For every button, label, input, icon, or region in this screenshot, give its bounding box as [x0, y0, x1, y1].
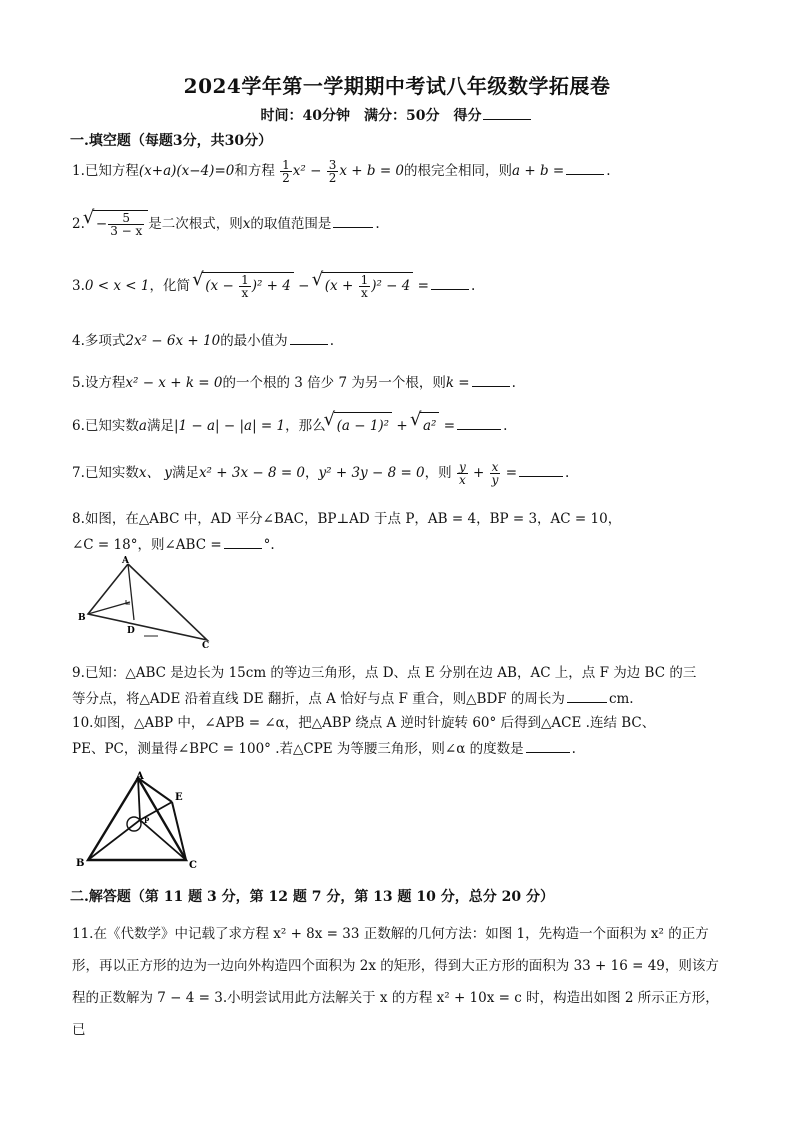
q11-line-2: 形，再以正方形的边为一边向外构造四个面积为 2x 的矩形，得到大正方形的面积为 33 + 16 = 49，则该方	[72, 958, 719, 974]
q6-text-c: ，那么	[285, 418, 326, 434]
q7-comma: ，	[305, 465, 319, 481]
q3-r1-a: (x −	[205, 278, 239, 294]
q2-rad-num: 5	[108, 212, 144, 225]
q8-answer-blank[interactable]	[224, 535, 262, 549]
question-7: 7.已知实数x、 y满足x² + 3x − 8 = 0，y² + 3y − 8 = 0，则 $\frac{y}{x}$ + $\frac{x}{y}$ = .	[72, 460, 570, 487]
q6-plus: +	[392, 418, 412, 434]
fig2-label-a: A	[136, 771, 144, 782]
q1-expr-1: (x+a)(x−4)=0	[138, 163, 235, 179]
fig1-label-b: B	[78, 613, 86, 623]
q5-answer-blank[interactable]	[472, 373, 510, 387]
q3-r2-den: x	[360, 286, 368, 300]
q4-text-a: 4.多项式	[72, 333, 126, 349]
q4-expr: 2x² − 6x + 10	[125, 333, 221, 349]
fig2-segment-pc	[140, 820, 186, 860]
q8-line-2b: °.	[263, 537, 275, 553]
q6-text-b: 满足	[146, 418, 174, 434]
q3-text: ，化简	[149, 278, 190, 294]
q2-var: x	[242, 216, 251, 232]
q3-r2-num: 1	[360, 273, 369, 287]
q1-text-a: 1.已知方程	[72, 163, 139, 179]
q5-text-b: 的一个根的 3 倍少 7 为另一个根，则	[222, 375, 446, 391]
q1-expr-2a: x² −	[292, 163, 322, 179]
q10-line-2a: PE、PC，测量得∠BPC = 100° .若△CPE 为等腰三角形，则∠α 的度数是	[72, 741, 524, 757]
q7-text-b: 满足	[171, 465, 199, 481]
question-5: 5.设方程x² − x + k = 0的一个根的 3 倍少 7 为另一个根，则k = .	[72, 375, 516, 391]
fig1-label-d: D	[127, 626, 135, 636]
q7-vars: x、 y	[138, 465, 172, 481]
q7-frac-1	[457, 461, 468, 486]
q6-text-a: 6.已知实数	[72, 418, 139, 434]
q7-eq: =	[501, 465, 518, 481]
q6-cond: |1 − a| − |a| = 1	[173, 418, 286, 434]
fig1-segment-bp	[88, 602, 130, 614]
q5-var: k =	[445, 375, 470, 391]
q6-var: a	[138, 418, 147, 434]
question-9	[72, 660, 722, 712]
fig1-segment-ad	[128, 564, 134, 620]
q10-answer-blank[interactable]	[526, 739, 570, 753]
q7-plus: +	[468, 465, 489, 481]
score-blank[interactable]	[483, 107, 531, 120]
q7-f2-num: x	[491, 460, 499, 474]
q6-radical-1	[334, 412, 392, 439]
q1-frac-1-num: 1	[282, 158, 290, 172]
q7-f2-den: y	[491, 473, 499, 487]
q2-rad-den: 3 − x	[110, 224, 143, 238]
q1-frac-1-den: 2	[282, 171, 290, 185]
q7-text-c: ，则	[424, 465, 452, 481]
fig2-label-e: E	[175, 792, 183, 803]
page-subtitle	[0, 105, 794, 125]
q1-expr-3: a + b =	[512, 163, 565, 179]
q2-number: 2.	[72, 216, 85, 232]
q6-r1: (a − 1)²	[336, 418, 390, 434]
q8-line-2a: ∠C = 18°，则∠ABC =	[72, 537, 222, 553]
q4-text-b: 的最小值为	[220, 333, 288, 349]
q3-r1-num: 1	[241, 273, 249, 287]
q3-radical-2	[322, 272, 414, 299]
question-2: 2.√ − $\frac{5}{3 - x}$ 是二次根式，则x的取值范围是 .	[72, 210, 722, 237]
q11-line-1: 11.在《代数学》中记载了求方程 x² + 8x = 33 正数解的几何方法：如图 1，先构造一个面积为 x² 的正方	[72, 926, 709, 942]
fig2-segment-ap	[138, 778, 140, 820]
subtitle-text: 时间：40分钟 满分：50分 得分	[260, 108, 482, 124]
q9-answer-blank[interactable]	[567, 689, 607, 703]
q3-eq: =	[413, 278, 429, 294]
fig1-label-a: A	[122, 556, 129, 566]
q10-line-1: 10.如图，△ABP 中，∠APB = ∠α，把△ABP 绕点 A 逆时针旋转 60° 后得到△ACE .连结 BC、	[72, 715, 656, 731]
q8-line-1: 8.如图，在△ABC 中，AD 平分∠BAC，BP⊥AD 于点 P，AB = 4，BP = 3，AC = 10，	[72, 511, 622, 527]
fig2-segment-ec	[172, 802, 186, 860]
q3-r2-b: )² − 4	[371, 278, 411, 294]
question-10	[72, 710, 722, 762]
question-3: 3.0 < x < 1，化简 √ (x − $\frac{1}{x}$ )² + 4 − √ (x + $\frac{1}{x}$ )² − 4 = .	[72, 272, 722, 299]
question-8	[72, 506, 722, 558]
question-6: 6.已知实数a满足|1 − a| − |a| = 1，那么√ (a − 1)² + √ a² = .	[72, 412, 722, 439]
q1-expr-2b: x + b = 0	[339, 163, 405, 179]
section-2-heading: 二.解答题（第 11 题 3 分，第 12 题 7 分，第 13 题 10 分，总分 20 分）	[70, 889, 555, 905]
q2-radical: √ − $\frac{5}{3 - x}$	[93, 210, 148, 237]
q7-f1-num: y	[458, 460, 466, 474]
q2-answer-blank[interactable]	[333, 214, 373, 228]
question-4: 4.多项式2x² − 6x + 10的最小值为 .	[72, 333, 334, 349]
page-title: 2024学年第一学期期中考试八年级数学拓展卷	[183, 74, 611, 98]
q6-radical-2	[420, 412, 439, 439]
q5-expr: x² − x + k = 0	[125, 375, 223, 391]
q3-radical-1	[202, 272, 294, 299]
question-1: 1.已知方程(x+a)(x−4)=0和方程 $\frac{1}{2}$ x² − $\frac{3}{2}$ x + b = 0的根完全相同，则a + b = .	[72, 158, 611, 185]
q3-number: 3.	[72, 278, 85, 294]
q3-answer-blank[interactable]	[431, 276, 469, 290]
q2-text-a: 是二次根式，则	[148, 216, 243, 232]
q6-r2: a²	[423, 418, 437, 434]
q6-eq: =	[439, 418, 456, 434]
q1-answer-blank[interactable]	[566, 161, 604, 175]
fig2-label-c: C	[189, 860, 197, 870]
q4-answer-blank[interactable]	[290, 331, 328, 345]
fig2-label-b: B	[76, 858, 85, 869]
question-11	[72, 918, 722, 1046]
q1-frac-2	[327, 159, 339, 184]
fig1-label-c: C	[202, 641, 210, 648]
q1-text-c: 的根完全相同，则	[404, 163, 513, 179]
q7-f1-den: x	[458, 473, 466, 487]
q5-text-a: 5.设方程	[72, 375, 126, 391]
q6-answer-blank[interactable]	[457, 416, 501, 430]
figure-q10-rotation	[72, 768, 202, 870]
q9-line-2a: 等分点，将△ADE 沿着直线 DE 翻折，点 A 恰好与点 F 重合，则△BDF 的周长为	[72, 691, 565, 707]
q9-line-1: 9.已知：△ABC 是边长为 15cm 的等边三角形，点 D、点 E 分别在边 AB，AC 上，点 F 为边 BC 的三	[72, 665, 697, 681]
q9-line-2b: cm.	[608, 691, 634, 707]
fig1-triangle-abc	[88, 564, 207, 640]
section-1-heading: 一.填空题（每题3分，共30分）	[70, 133, 273, 149]
q3-r1-b: )² + 4	[251, 278, 291, 294]
q7-frac-2	[490, 461, 501, 486]
q1-frac-2-num: 3	[328, 158, 337, 172]
q3-cond: 0 < x < 1	[84, 278, 150, 294]
q3-r2-a: (x +	[324, 278, 358, 294]
q7-eq-1: x² + 3x − 8 = 0	[198, 465, 306, 481]
q7-eq-2: y² + 3y − 8 = 0	[318, 465, 425, 481]
q1-frac-2-den: 2	[328, 171, 337, 185]
figure-q8-triangle	[72, 556, 222, 648]
q7-answer-blank[interactable]	[519, 463, 563, 477]
q1-frac-1	[280, 159, 292, 184]
fig2-segment-bp	[88, 820, 140, 860]
q3-r1-den: x	[241, 286, 249, 300]
q1-text-b: 和方程	[234, 163, 275, 179]
q7-text-a: 7.已知实数	[72, 465, 139, 481]
q10-line-2b: .	[571, 741, 576, 757]
fig2-label-p: P	[144, 816, 150, 825]
q11-line-3: 程的正数解为 7 − 4 = 3.小明尝试用此方法解关于 x 的方程 x² + 10x = c 时，构造出如图 2 所示正方形，已	[72, 990, 719, 1038]
q2-text-b: 的取值范围是	[250, 216, 332, 232]
q3-minus: −	[293, 278, 314, 294]
